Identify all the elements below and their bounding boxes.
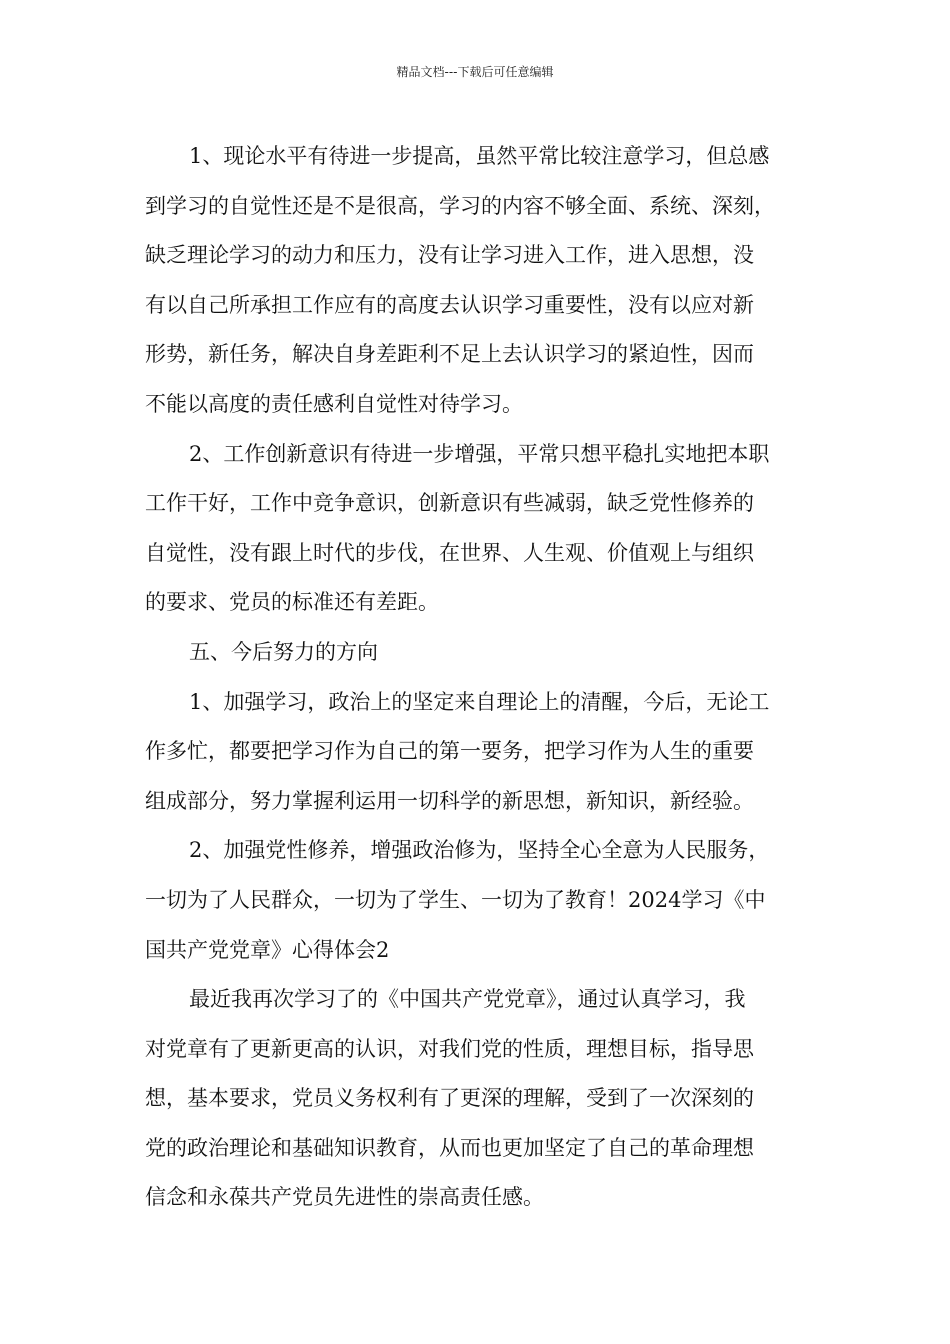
paragraph-line: 想，基本要求，党员义务权利有了更深的理解，受到了一次深刻的 — [145, 1086, 754, 1111]
paragraph-line: 2、工作创新意识有待进一步增强，平常只想平稳扎实地把本职 — [189, 441, 770, 466]
paragraph-line: 2、加强党性修养，增强政治修为，坚持全心全意为人民服务， — [189, 838, 770, 863]
paragraph-line: 不能以高度的责任感利自觉性对待学习。 — [145, 391, 523, 416]
paragraph-line: 形势，新任务，解决自身差距利不足上去认识学习的紧迫性，因而 — [145, 342, 754, 367]
paragraph-line: 最近我再次学习了的《中国共产党党章》，通过认真学习，我 — [189, 987, 746, 1012]
paragraph-line: 1、加强学习，政治上的坚定来自理论上的清醒，今后，无论工 — [189, 689, 770, 714]
section-heading: 五、今后努力的方向 — [189, 639, 378, 664]
paragraph-line: 到学习的自觉性还是不是很高，学习的内容不够全面、系统、深刻， — [145, 193, 775, 218]
paragraph-line: 缺乏理论学习的动力和压力，没有让学习进入工作，进入思想，没 — [145, 243, 754, 268]
paragraph-line: 一切为了人民群众，一切为了学生、一切为了教育！2024学习《中 — [145, 887, 766, 912]
paragraph-line: 对党章有了更新更高的认识，对我们党的性质，理想目标，指导思 — [145, 1036, 754, 1061]
page-header: 精品文档---下载后可任意编辑 — [396, 65, 554, 79]
paragraph-line: 信念和永葆共产党员先进性的崇高责任感。 — [145, 1185, 544, 1210]
paragraph-line: 党的政治理论和基础知识教育，从而也更加坚定了自己的革命理想 — [145, 1135, 754, 1160]
paragraph-line: 工作干好，工作中竞争意识，创新意识有些减弱，缺乏党性修养的 — [145, 491, 754, 516]
paragraph-line: 有以自己所承担工作应有的高度去认识学习重要性，没有以应对新 — [145, 292, 754, 317]
paragraph-line: 作多忙，都要把学习作为自己的第一要务，把学习作为人生的重要 — [145, 739, 754, 764]
paragraph-line: 国共产党党章》心得体会2 — [145, 937, 390, 962]
paragraph-line: 1、现论水平有待进一步提高，虽然平常比较注意学习，但总感 — [189, 144, 770, 168]
paragraph-line: 自觉性，没有跟上时代的步伐，在世界、人生观、价值观上与组织 — [145, 540, 754, 565]
paragraph-line: 组成部分，努力掌握利运用一切科学的新思想，新知识，新经验。 — [145, 788, 754, 813]
document-body — [145, 132, 835, 1223]
paragraph-line: 的要求、党员的标准还有差距。 — [145, 590, 439, 615]
